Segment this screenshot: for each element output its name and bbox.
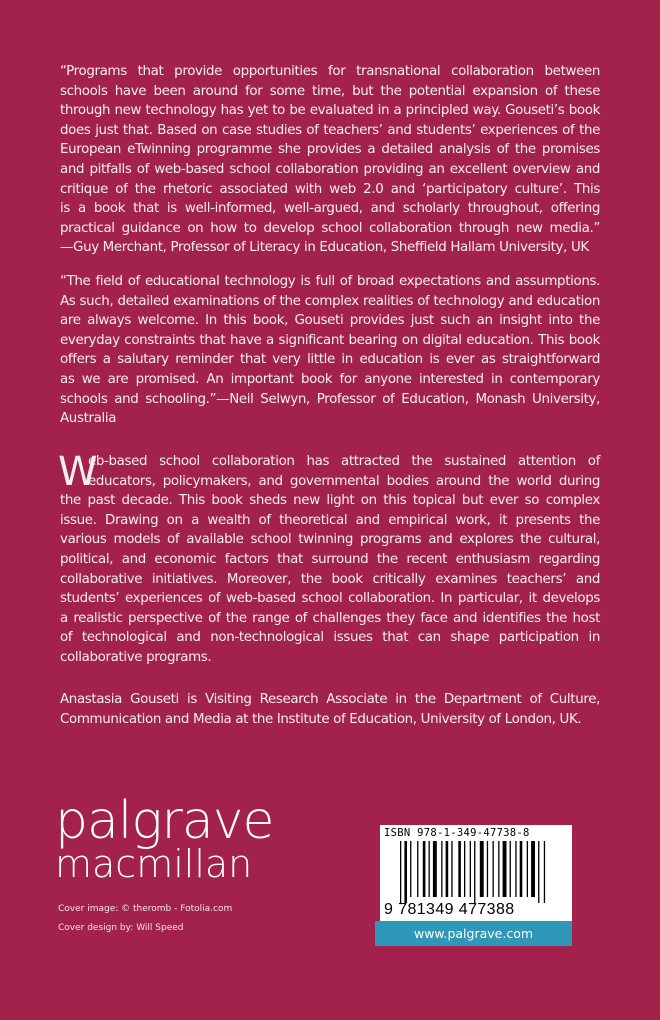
endorsement-quote-merchant xyxy=(60,62,600,258)
barcode-bar xyxy=(503,841,507,897)
text-line: everyday constraints that have a significant bearing on digital education. This book xyxy=(60,332,600,348)
text-line: students’ experiences of web-based school collaboration. In particular, it develops xyxy=(60,591,600,607)
text-line: Australia xyxy=(60,411,117,427)
text-line: collaborative programs. xyxy=(60,649,212,665)
barcode-bars xyxy=(400,841,565,903)
barcode-bar xyxy=(527,841,528,897)
barcode-bar xyxy=(531,841,535,897)
barcode-bar xyxy=(515,841,516,897)
text-line: a realistic perspective of the range of challenges they face and identifies the host xyxy=(60,610,600,626)
text-line: the past decade. This book sheds new light on this topical but ever so complex xyxy=(60,493,600,509)
barcode-bar xyxy=(480,841,484,897)
drop-cap: W xyxy=(58,449,98,495)
text-line: of technological and non-technological issues that can shape participation in xyxy=(60,630,600,646)
barcode-bar xyxy=(464,841,465,897)
barcode-bar xyxy=(404,841,407,903)
endorsement-quote-selwyn xyxy=(60,272,600,429)
cover-image-credit: Cover image: © theromb - Fotolia.com xyxy=(58,904,233,914)
cover-design-credit: Cover design by: Will Speed xyxy=(58,923,184,933)
text-line: educators, policymakers, and governmental bodies around the world during xyxy=(88,473,600,489)
barcode-bar xyxy=(510,841,511,897)
text-line: collaborative initiatives. Moreover, the book critically examines teachers’ and xyxy=(60,571,600,587)
barcode-bar xyxy=(441,841,442,897)
text-line: schools have been around for some time, but the potential expansion of these xyxy=(60,83,600,99)
barcode-bar xyxy=(400,841,401,903)
barcode-bar xyxy=(470,841,471,897)
text-line: does just that. Based on case studies of teachers’ and students’ experiences of the xyxy=(60,122,600,138)
text-line: European eTwinning programme she provides a detailed analysis of the promises xyxy=(60,142,600,158)
text-line: are always welcome. In this book, Gouseti provides just such an insight into the xyxy=(60,313,600,329)
text-line: Anastasia Gouseti is Visiting Research Associate in the Department of Culture, xyxy=(60,692,600,707)
text-line: various models of available school twinning programs and explores the cultural, xyxy=(60,532,600,548)
text-line: critique of the rhetoric associated with web 2.0 and ‘participatory culture’. This xyxy=(60,181,600,197)
text-line: is a book that is well-informed, well-argued, and scholarly throughout, offering xyxy=(60,201,600,217)
publisher-logo xyxy=(55,791,274,886)
text-line: as we are promised. An important book for anyone interested in contemporary xyxy=(60,371,600,387)
text-line: issue. Drawing on a wealth of theoretical and empirical work, it presents the xyxy=(60,512,600,528)
barcode-bar xyxy=(451,841,452,897)
text-line: —Guy Merchant, Professor of Literacy in Education, Sheffield Hallam University, UK xyxy=(60,240,589,256)
barcode-bar xyxy=(544,841,545,903)
barcode-bar xyxy=(458,841,461,897)
text-line: eb-based school collaboration has attracted the sustained attention of xyxy=(88,454,600,469)
text-line: and pitfalls of web-based school collaboration providing an excellent overview and xyxy=(60,161,600,177)
barcode-bar xyxy=(474,841,475,903)
barcode-bar xyxy=(520,841,523,897)
logo-palgrave: palgrave xyxy=(55,791,274,851)
text-line: “Programs that provide opportunities for transnational collaboration between xyxy=(60,64,600,79)
barcode-bar xyxy=(433,841,437,897)
barcode-digits: 9 781349 477388 xyxy=(384,901,515,918)
text-line: practical guidance on how to develop school collaboration through new media.” xyxy=(60,220,600,236)
barcode-bar xyxy=(498,841,499,897)
publisher-url[interactable]: www.palgrave.com xyxy=(375,921,572,946)
text-line: through new technology has yet to be evaluated in a principled way. Gouseti’s book xyxy=(60,103,600,119)
barcode-bar xyxy=(446,841,449,897)
text-line: “The field of educational technology is full of broad expectations and assumptions. xyxy=(60,274,600,289)
barcode-bar xyxy=(423,841,426,897)
text-line: Communication and Media at the Institute of Education, University of London, UK. xyxy=(60,711,582,727)
barcode-bar xyxy=(410,841,411,897)
author-bio xyxy=(60,690,600,729)
barcode-bar xyxy=(493,841,494,897)
book-description xyxy=(58,449,600,668)
logo-macmillan: macmillan xyxy=(55,842,253,886)
barcode-bar xyxy=(538,841,539,903)
isbn-text: ISBN 978-1-349-47738-8 xyxy=(384,827,530,839)
text-line: political, and economic factors that surround the recent enthusiasm regarding xyxy=(60,551,600,567)
text-line: schools and schooling.”—Neil Selwyn, Professor of Education, Monash University, xyxy=(60,391,600,407)
barcode-bar xyxy=(429,841,430,897)
text-line: As such, detailed examinations of the complex realities of technology and education xyxy=(60,293,600,309)
isbn-barcode xyxy=(380,825,572,921)
barcode-bar xyxy=(487,841,488,897)
barcode-bar xyxy=(417,841,418,897)
text-line: offers a salutary reminder that very little in education is ever as straightforward xyxy=(60,352,600,368)
